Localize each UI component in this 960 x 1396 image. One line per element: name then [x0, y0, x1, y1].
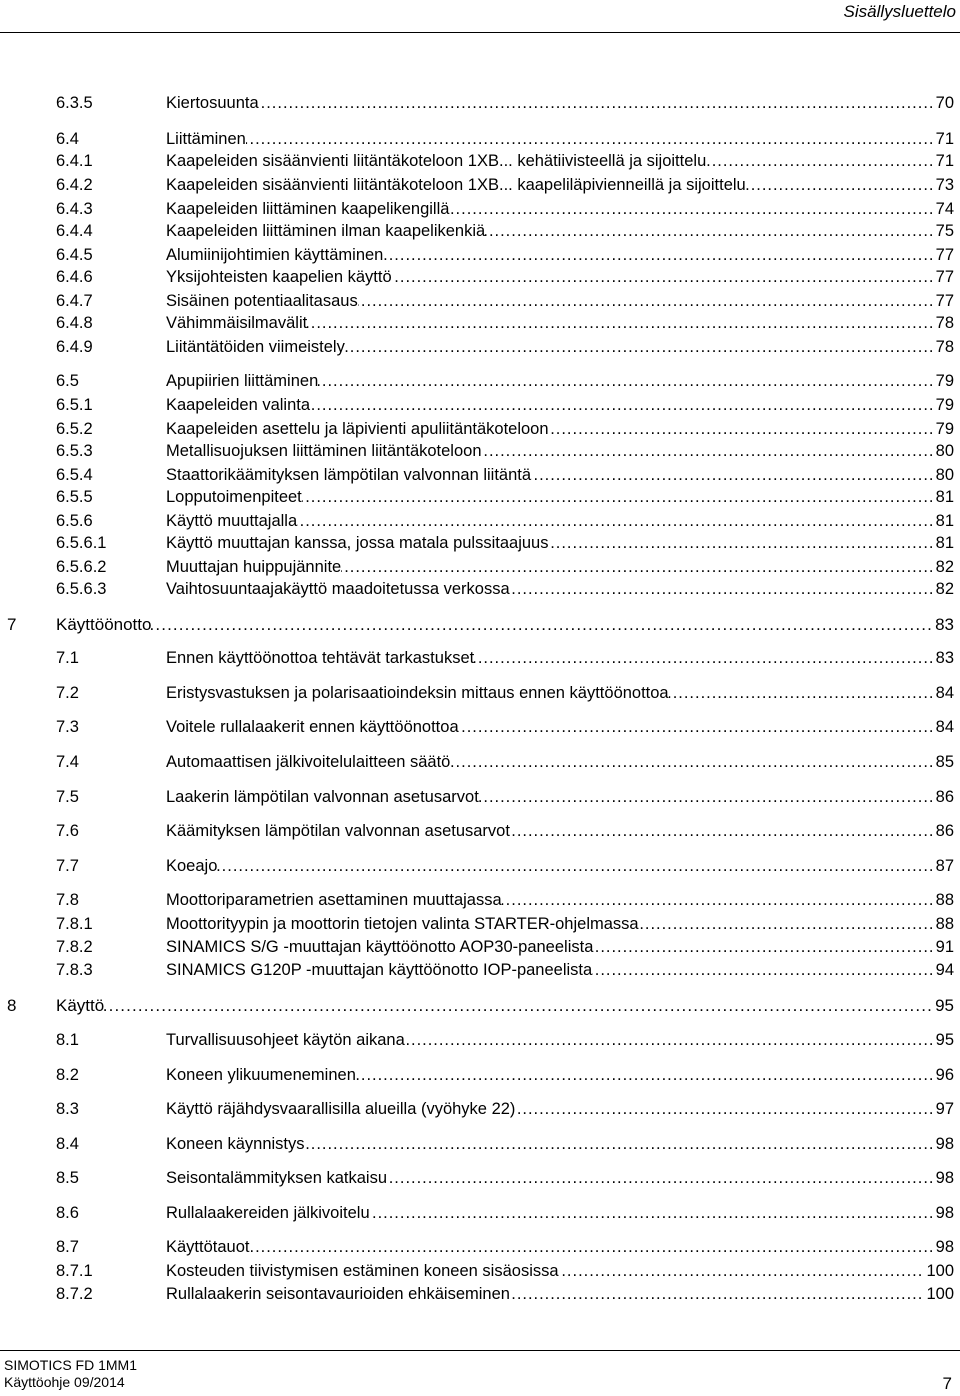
toc-entry-title: SINAMICS G120P -muuttajan käyttöönotto IOP-paneelista	[166, 961, 593, 979]
toc-entry-page: 84	[934, 716, 954, 739]
toc-entry-leader	[166, 150, 954, 173]
toc-entry-number: 8.5	[56, 1169, 79, 1187]
toc-entry-number: 6.4.2	[56, 176, 93, 194]
toc-entry-title: Kaapeleiden liittäminen ilman kaapelikenkiä	[166, 222, 486, 240]
toc-entry-leader	[166, 855, 954, 878]
page-header-title: Sisällysluettelo	[843, 2, 956, 21]
toc-entry[interactable]	[0, 510, 960, 533]
toc-entry-leader	[166, 1064, 954, 1087]
toc-entry[interactable]	[0, 464, 960, 487]
toc-entry-page: 85	[934, 751, 954, 774]
toc-entry-leader	[166, 682, 954, 705]
toc-entry-page: 91	[934, 936, 954, 959]
toc-entry-title: Kaapeleiden asettelu ja läpivienti apuliitäntäkoteloon	[166, 420, 549, 438]
toc-entry-number: 8.7.2	[56, 1285, 93, 1303]
toc-entry-leader	[166, 486, 954, 509]
toc-entry[interactable]	[0, 1098, 960, 1121]
toc-entry-number: 8.4	[56, 1135, 79, 1153]
footer-manual: Käyttöohje 09/2014	[4, 1374, 125, 1390]
toc-entry-number: 8.6	[56, 1204, 79, 1222]
toc-entry-leader	[166, 889, 954, 912]
toc-entry-leader	[166, 464, 954, 487]
toc-entry-page: 98	[934, 1167, 954, 1190]
toc-entry-title: Kosteuden tiivistymisen estäminen koneen sisäosissa	[166, 1262, 559, 1280]
toc-entry-title: Lopputoimenpiteet	[166, 488, 302, 506]
toc-entry[interactable]	[0, 786, 960, 809]
toc-entry-page: 77	[934, 266, 954, 289]
toc-entry-page: 73	[934, 174, 954, 197]
toc-entry-page: 82	[934, 578, 954, 601]
toc-entry-title: Kaapeleiden sisäänvienti liitäntäkoteloon 1XB... kehätiivisteellä ja sijoittelu	[166, 152, 707, 170]
toc-entry-leader	[166, 336, 954, 359]
toc-entry-leader	[166, 370, 954, 393]
toc-entry-title: Voitele rullalaakerit ennen käyttöönottoa	[166, 718, 459, 736]
toc-entry-page: 83	[934, 647, 954, 670]
toc-entry-leader	[166, 220, 954, 243]
toc-entry-number: 7.8.2	[56, 938, 93, 956]
toc-entry-page: 82	[934, 556, 954, 579]
toc-entry-number: 6.5.5	[56, 488, 93, 506]
toc-entry-title: Alumiinijohtimien käyttäminen	[166, 246, 384, 264]
toc-entry-title: Rullalaakerin seisontavaurioiden ehkäiseminen	[166, 1285, 510, 1303]
toc-entry[interactable]	[0, 751, 960, 774]
toc-entry-title: Turvallisuusohjeet käytön aikana	[166, 1031, 405, 1049]
toc-entry-number: 7.5	[56, 788, 79, 806]
toc-entry-title: Kaapeleiden valinta	[166, 396, 311, 414]
toc-entry-page: 75	[934, 220, 954, 243]
toc-entry-title: Yksijohteisten kaapelien käyttö	[166, 268, 392, 286]
toc-entry-number: 7.8	[56, 891, 79, 909]
toc-entry-page: 81	[934, 510, 954, 533]
toc-entry-page: 95	[935, 996, 954, 1015]
toc-entry-page: 78	[934, 336, 954, 359]
toc-entry-number: 6.4.4	[56, 222, 93, 240]
toc-entry-number: 8.1	[56, 1031, 79, 1049]
toc-entry-leader	[166, 532, 954, 555]
toc-entry-title: Koeajo	[166, 857, 218, 875]
toc-entry-page: 98	[934, 1133, 954, 1156]
toc-entry[interactable]	[0, 1260, 960, 1283]
toc-entry[interactable]	[0, 959, 960, 982]
toc-entry-title: Koneen ylikuumeneminen	[166, 1066, 356, 1084]
toc-entry[interactable]	[0, 174, 960, 197]
toc-entry-leader	[166, 556, 954, 579]
toc-entry-title: Kiertosuunta	[166, 94, 259, 112]
toc-entry[interactable]	[0, 336, 960, 359]
toc-entry[interactable]	[0, 418, 960, 441]
toc-entry-title: Käyttö	[56, 996, 105, 1015]
toc-entry-title: Sisäinen potentiaalitasaus	[166, 292, 358, 310]
toc-entry-number: 7.8.3	[56, 961, 93, 979]
toc-entry-leader	[166, 174, 954, 197]
footer-divider	[0, 1350, 960, 1351]
toc-entry-leader	[166, 440, 954, 463]
toc-entry-page: 81	[934, 532, 954, 555]
toc-entry[interactable]	[0, 1029, 960, 1052]
toc-entry-leader	[166, 647, 954, 670]
toc-entry[interactable]	[0, 150, 960, 173]
toc-entry-leader	[166, 394, 954, 417]
toc-entry[interactable]	[0, 128, 960, 151]
toc-entry-leader	[166, 266, 954, 289]
toc-entry-page: 86	[934, 786, 954, 809]
toc-entry-number: 6.5.6.2	[56, 558, 107, 576]
toc-entry-page: 84	[934, 682, 954, 705]
toc-entry-number: 6.5.4	[56, 466, 93, 484]
toc-entry-leader	[166, 578, 954, 601]
toc-entry[interactable]	[0, 394, 960, 417]
toc-entry[interactable]	[0, 647, 960, 670]
footer-product: SIMOTICS FD 1MM1	[4, 1357, 138, 1373]
toc-entry-title: Käyttö muuttajan kanssa, jossa matala pulssitaajuus	[166, 534, 549, 552]
toc-entry-page: 98	[934, 1236, 954, 1259]
toc-entry-leader	[166, 510, 954, 533]
toc-entry-title: Metallisuojuksen liittäminen liitäntäkoteloon	[166, 442, 482, 460]
toc-entry-number: 7.3	[56, 718, 79, 736]
toc-entry-leader	[166, 751, 954, 774]
toc-entry[interactable]	[0, 290, 960, 313]
toc-entry[interactable]	[0, 1133, 960, 1156]
toc-entry[interactable]	[0, 220, 960, 243]
toc-entry[interactable]	[0, 440, 960, 463]
toc-entry-leader	[166, 1260, 954, 1283]
toc-entry-number: 7.7	[56, 857, 79, 875]
toc-entry-title: Moottorityypin ja moottorin tietojen valinta STARTER-ohjelmassa	[166, 915, 639, 933]
toc-entry-leader	[166, 92, 954, 115]
toc-entry-leader	[166, 312, 954, 335]
toc-entry-page: 95	[934, 1029, 954, 1052]
toc-entry-number: 6.4	[56, 130, 79, 148]
toc-entry-leader	[166, 128, 954, 151]
toc-entry-title: Kaapeleiden sisäänvienti liitäntäkoteloon 1XB... kaapeliläpivienneillä ja sijoittelu	[166, 176, 746, 194]
toc-entry[interactable]	[0, 1236, 960, 1259]
toc-entry-number: 6.3.5	[56, 94, 93, 112]
toc-entry-number: 6.5.6.1	[56, 534, 107, 552]
toc-entry-title: SINAMICS S/G -muuttajan käyttöönotto AOP30-paneelista	[166, 938, 594, 956]
toc-entry-number: 6.4.9	[56, 338, 93, 356]
toc-entry-page: 80	[934, 440, 954, 463]
toc-entry-title: Käyttötauot	[166, 1238, 250, 1256]
toc-entry-page: 96	[934, 1064, 954, 1087]
toc-entry-title: Ennen käyttöönottoa tehtävät tarkastukset	[166, 649, 475, 667]
toc-entry-leader	[166, 1167, 954, 1190]
toc-entry[interactable]	[0, 370, 960, 393]
toc-entry-title: Apupiirien liittäminen	[166, 372, 319, 390]
toc-entry[interactable]	[0, 1202, 960, 1225]
toc-entry-leader	[166, 290, 954, 313]
toc-entry-number: 6.5	[56, 372, 79, 390]
toc-entry-page: 77	[934, 290, 954, 313]
header-divider	[0, 32, 960, 33]
toc-entry-number: 6.5.2	[56, 420, 93, 438]
toc-entry-leader	[166, 1236, 954, 1259]
toc-entry-leader	[166, 1202, 954, 1225]
toc-entry-leader	[166, 1283, 954, 1306]
toc-entry-leader	[166, 913, 954, 936]
toc-entry-number: 7.2	[56, 684, 79, 702]
toc-entry[interactable]	[0, 486, 960, 509]
toc-entry-title: Muuttajan huippujännite	[166, 558, 342, 576]
toc-entry-number: 6.4.1	[56, 152, 93, 170]
toc-entry-number: 7.8.1	[56, 915, 93, 933]
toc-entry-leader	[56, 613, 954, 636]
toc-entry-title: Moottoriparametrien asettaminen muuttajassa	[166, 891, 502, 909]
toc-entry[interactable]	[0, 889, 960, 912]
toc-entry-page: 98	[934, 1202, 954, 1225]
toc-entry-title: Käämityksen lämpötilan valvonnan asetusarvot	[166, 822, 510, 840]
toc-entry-page: 77	[934, 244, 954, 267]
toc-entry-title: Koneen käynnistys	[166, 1135, 305, 1153]
toc-entry-page: 88	[934, 913, 954, 936]
toc-entry-page: 87	[934, 855, 954, 878]
toc-entry-leader	[166, 198, 954, 221]
toc-entry-number: 7	[7, 615, 17, 634]
toc-entry[interactable]	[0, 820, 960, 843]
toc-entry-title: Käyttö räjähdysvaarallisilla alueilla (vyöhyke 22)	[166, 1100, 516, 1118]
toc-entry-leader	[166, 1098, 954, 1121]
toc-entry-leader	[166, 1029, 954, 1052]
toc-entry-title: Laakerin lämpötilan valvonnan asetusarvot	[166, 788, 479, 806]
toc-entry-title: Rullalaakereiden jälkivoitelu	[166, 1204, 370, 1222]
toc-entry-page: 74	[934, 198, 954, 221]
footer-info	[4, 1357, 137, 1391]
toc-entry-page: 79	[934, 370, 954, 393]
toc-entry-number: 6.5.1	[56, 396, 93, 414]
toc-entry-page: 100	[924, 1283, 954, 1306]
toc-entry-title: Seisontalämmityksen katkaisu	[166, 1169, 388, 1187]
toc-entry-number: 8	[7, 996, 17, 1015]
toc-entry-page: 80	[934, 464, 954, 487]
toc-entry-number: 7.6	[56, 822, 79, 840]
toc-entry-leader	[166, 244, 954, 267]
toc-entry-number: 7.1	[56, 649, 79, 667]
toc-entry-page: 71	[934, 128, 954, 151]
toc-entry-page: 97	[934, 1098, 954, 1121]
toc-entry[interactable]	[0, 266, 960, 289]
toc-entry-title: Käyttö muuttajalla	[166, 512, 298, 530]
toc-entry-title: Eristysvastuksen ja polarisaatioindeksin mittaus ennen käyttöönottoa	[166, 684, 669, 702]
toc-entry-number: 6.4.8	[56, 314, 93, 332]
toc-entry-page: 100	[924, 1260, 954, 1283]
toc-entry-page: 94	[934, 959, 954, 982]
toc-entry-number: 8.2	[56, 1066, 79, 1084]
toc-entry-page: 79	[934, 418, 954, 441]
toc-entry-number: 6.5.6	[56, 512, 93, 530]
toc-chapter-entry[interactable]	[0, 994, 960, 1017]
toc-entry-leader	[166, 820, 954, 843]
toc-entry-page: 78	[934, 312, 954, 335]
toc-entry-number: 6.5.3	[56, 442, 93, 460]
toc-entry[interactable]	[0, 716, 960, 739]
toc-entry-number: 6.4.6	[56, 268, 93, 286]
toc-entry-page: 71	[934, 150, 954, 173]
toc-entry[interactable]	[0, 92, 960, 115]
toc-entry-number: 7.4	[56, 753, 79, 771]
toc-entry-number: 6.4.7	[56, 292, 93, 310]
toc-entry-number: 6.4.3	[56, 200, 93, 218]
toc-entry-title: Vähimmäisilmavälit	[166, 314, 308, 332]
toc-entry-number: 8.3	[56, 1100, 79, 1118]
toc-entry[interactable]	[0, 855, 960, 878]
toc-entry[interactable]	[0, 1283, 960, 1306]
toc-entry-leader	[166, 1133, 954, 1156]
toc-entry[interactable]	[0, 578, 960, 601]
toc-entry-page: 81	[934, 486, 954, 509]
toc-entry-leader	[56, 994, 954, 1017]
toc-entry[interactable]	[0, 682, 960, 705]
toc-entry-title: Liitäntätöiden viimeistely	[166, 338, 345, 356]
toc-entry-leader	[166, 716, 954, 739]
toc-entry-number: 8.7	[56, 1238, 79, 1256]
toc-entry[interactable]	[0, 1167, 960, 1190]
toc-entry-title: Staattorikäämityksen lämpötilan valvonnan liitäntä	[166, 466, 532, 484]
toc-entry-number: 6.5.6.3	[56, 580, 107, 598]
toc-entry[interactable]	[0, 1064, 960, 1087]
toc-entry-page: 86	[934, 820, 954, 843]
footer-page-number: 7	[942, 1374, 952, 1393]
toc-entry-page: 88	[934, 889, 954, 912]
toc-entry-title: Vaihtosuuntaajakäyttö maadoitetussa verkossa	[166, 580, 510, 598]
toc-entry-page: 79	[934, 394, 954, 417]
toc-entry-title: Automaattisen jälkivoitelulaitteen säätö	[166, 753, 451, 771]
toc-entry[interactable]	[0, 244, 960, 267]
toc-entry-page: 83	[935, 615, 954, 634]
toc-entry-leader	[166, 786, 954, 809]
toc-entry-leader	[166, 959, 954, 982]
toc-entry-number: 8.7.1	[56, 1262, 93, 1280]
toc-entry[interactable]	[0, 936, 960, 959]
toc-entry-leader	[166, 936, 954, 959]
toc-entry[interactable]	[0, 913, 960, 936]
toc-entry-number: 6.4.5	[56, 246, 93, 264]
toc-entry-title: Kaapeleiden liittäminen kaapelikengillä	[166, 200, 450, 218]
toc-entry-title: Käyttöönotto	[56, 615, 152, 634]
toc-entry-leader	[166, 418, 954, 441]
toc-entry[interactable]	[0, 312, 960, 335]
toc-entry[interactable]	[0, 532, 960, 555]
toc-entry-page: 70	[934, 92, 954, 115]
toc-chapter-entry[interactable]	[0, 613, 960, 636]
toc-entry-title: Liittäminen	[166, 130, 246, 148]
toc-entry[interactable]	[0, 556, 960, 579]
toc-entry[interactable]	[0, 198, 960, 221]
